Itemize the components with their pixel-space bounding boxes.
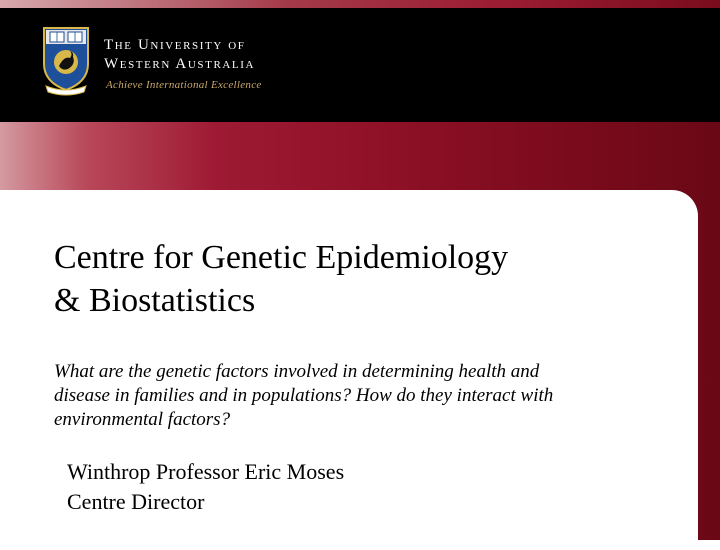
research-question-line: environmental factors? xyxy=(54,409,231,430)
slide-title xyxy=(54,236,674,322)
presenter-name: Winthrop Professor Eric Moses xyxy=(67,459,345,484)
university-name-line1: The University of xyxy=(104,37,246,53)
university-name xyxy=(104,36,255,74)
research-question-line: disease in families and in populations? How do they interact with xyxy=(54,385,554,406)
presenter-block xyxy=(67,457,344,517)
top-accent-strip xyxy=(0,0,720,8)
slide-title-line2: & Biostatistics xyxy=(54,282,256,319)
university-tagline: Achieve International Excellence xyxy=(106,79,262,91)
research-question xyxy=(54,360,674,432)
uwa-crest-icon xyxy=(40,24,92,96)
slide-title-line1: Centre for Genetic Epidemiology xyxy=(54,239,509,276)
university-name-line2: Western Australia xyxy=(104,56,256,72)
research-question-line: What are the genetic factors involved in determining health and xyxy=(54,361,540,382)
presenter-role: Centre Director xyxy=(67,489,205,514)
